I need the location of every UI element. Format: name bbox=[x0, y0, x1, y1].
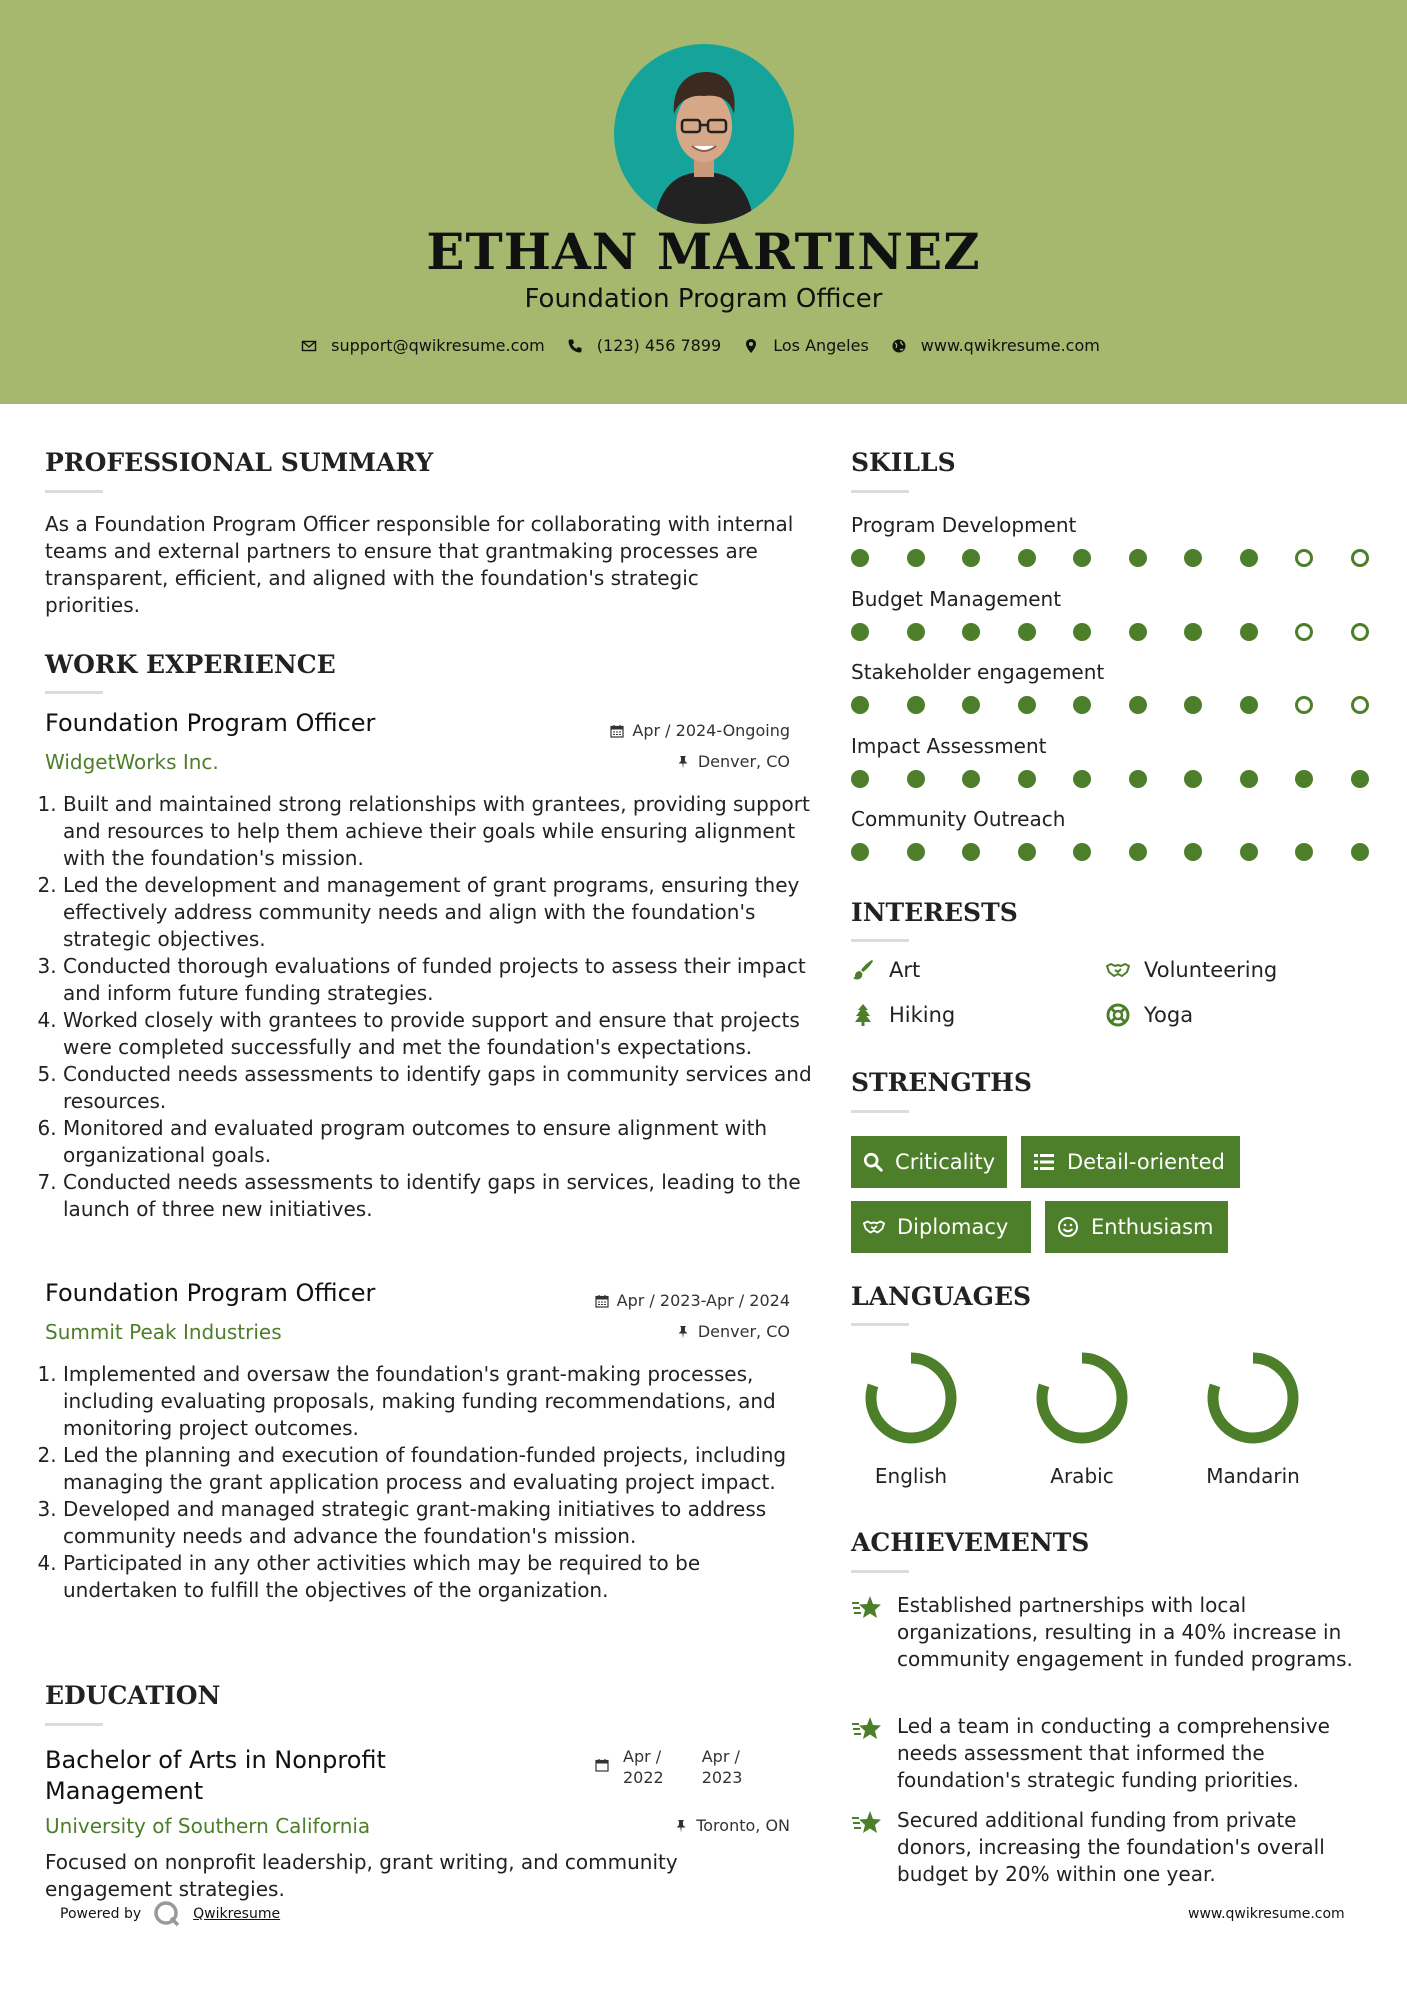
rating-dot-filled bbox=[907, 623, 925, 641]
handshake-icon bbox=[863, 1216, 885, 1238]
skill-label: Program Development bbox=[851, 513, 1077, 537]
rating-dot-filled bbox=[1073, 770, 1091, 788]
rating-dot-filled bbox=[907, 696, 925, 714]
work-rule bbox=[45, 691, 103, 694]
person-avatar-icon bbox=[614, 44, 794, 224]
footer-website[interactable]: www.qwikresume.com bbox=[1188, 1906, 1345, 1922]
summary-text: As a Foundation Program Officer responsible for collaborating with internal teams and external partners to ensure that grantmaking processes are transparent, efficient, and aligned with the foundation's strategic priorities. bbox=[45, 512, 794, 617]
globe-icon bbox=[891, 338, 907, 354]
skill-label: Impact Assessment bbox=[851, 733, 1047, 758]
language-progress-arc bbox=[1213, 1358, 1293, 1438]
list-item: 3. Conducted thorough evaluations of funded projects to assess their impact and inform future funding strategies. bbox=[63, 953, 815, 1007]
list-item: 1. Implemented and oversaw the foundation's grant-making processes, including evaluating proposals, making funding recommendations, and monitoring project outcomes. bbox=[63, 1361, 815, 1442]
list-item: 4. Worked closely with grantees to provide support and ensure that projects were completed successfully and met the foundation's expectations. bbox=[63, 1007, 815, 1061]
rating-dot-filled bbox=[962, 549, 980, 567]
achievement-item bbox=[851, 1592, 1371, 1673]
list-item: 6. Monitored and evaluated program outcomes to ensure alignment with organizational goals. bbox=[63, 1115, 815, 1169]
pushpin-icon bbox=[676, 1325, 690, 1339]
rating-dot-filled bbox=[1240, 623, 1258, 641]
language-name: English bbox=[874, 1464, 948, 1488]
edu-end-line1: Apr / bbox=[701, 1747, 740, 1766]
smile-icon bbox=[1057, 1216, 1079, 1238]
skill-label: Budget Management bbox=[851, 586, 1062, 611]
qwikresume-logo-icon bbox=[153, 1900, 181, 1928]
strength-label: Detail-oriented bbox=[1067, 1150, 1225, 1174]
handshake-icon bbox=[1106, 958, 1130, 982]
languages-rule bbox=[851, 1323, 909, 1326]
job-title: Foundation Program Officer bbox=[45, 709, 376, 737]
phone-text: (123) 456 7899 bbox=[596, 336, 722, 355]
rating-dot-filled bbox=[1129, 549, 1147, 567]
list-item: 5. Conducted needs assessments to identify gaps in community services and resources. bbox=[63, 1061, 815, 1115]
contact-phone[interactable] bbox=[567, 336, 721, 355]
rating-dot-filled bbox=[1129, 623, 1147, 641]
language-name: Mandarin bbox=[1206, 1464, 1300, 1488]
strength-label: Enthusiasm bbox=[1091, 1215, 1214, 1239]
rating-dot-filled bbox=[1240, 770, 1258, 788]
summary-rule bbox=[45, 490, 103, 493]
rating-dot-filled bbox=[1129, 696, 1147, 714]
edu-start-line2: 2022 bbox=[623, 1768, 664, 1787]
interest-hiking bbox=[851, 1003, 955, 1027]
interest-label: Hiking bbox=[889, 1003, 956, 1027]
powered-by-text: Powered by bbox=[60, 1906, 142, 1922]
website-text: www.qwikresume.com bbox=[920, 336, 1100, 355]
interest-art bbox=[851, 958, 920, 982]
skill-rating bbox=[851, 696, 1371, 716]
rating-dot-filled bbox=[1018, 843, 1036, 861]
rating-dot-empty bbox=[1351, 623, 1369, 641]
interest-yoga bbox=[1106, 1003, 1193, 1027]
skill-rating bbox=[851, 549, 1371, 569]
rating-dot-filled bbox=[1018, 696, 1036, 714]
job-title: Foundation Program Officer bbox=[45, 1279, 376, 1307]
achievements-heading: ACHIEVEMENTS bbox=[851, 1528, 1090, 1557]
phone-icon bbox=[567, 338, 583, 354]
rating-dot-filled bbox=[1073, 549, 1091, 567]
rating-dot-filled bbox=[1073, 843, 1091, 861]
language-item bbox=[1193, 1350, 1313, 1488]
achievement-item bbox=[851, 1713, 1371, 1794]
pushpin-icon bbox=[674, 1819, 688, 1833]
summary-heading: PROFESSIONAL SUMMARY bbox=[45, 448, 434, 477]
candidate-name: ETHAN MARTINEZ bbox=[426, 222, 981, 281]
achievement-text: Secured additional funding from private donors, increasing the foundation's overall budget by 20% within one year. bbox=[897, 1808, 1325, 1886]
rating-dot-empty bbox=[1351, 696, 1369, 714]
rating-dot-empty bbox=[1351, 549, 1369, 567]
rating-dot-filled bbox=[962, 843, 980, 861]
language-item bbox=[1022, 1350, 1142, 1488]
calendar-icon bbox=[610, 724, 624, 738]
company-name: WidgetWorks Inc. bbox=[45, 750, 219, 774]
achievement-text: Established partnerships with local organizations, resulting in a 40% increase in community engagement in funded programs. bbox=[897, 1593, 1353, 1671]
star-award-icon bbox=[851, 1594, 883, 1622]
language-progress-arc bbox=[1042, 1358, 1122, 1438]
rating-dot-filled bbox=[1240, 696, 1258, 714]
rating-dot-filled bbox=[1295, 770, 1313, 788]
list-item: 3. Developed and managed strategic grant-making initiatives to address community needs and advance the foundation's mission. bbox=[63, 1496, 815, 1550]
skills-rule bbox=[851, 490, 909, 493]
interest-label: Art bbox=[889, 958, 921, 982]
achievement-text: Led a team in conducting a comprehensive needs assessment that informed the foundation's strategic funding priorities. bbox=[897, 1714, 1330, 1792]
rating-dot-filled bbox=[1073, 696, 1091, 714]
list-item: 2. Led the planning and execution of foundation-funded projects, including managing the grant application process and evaluating project impact. bbox=[63, 1442, 815, 1496]
education-location-text: Toronto, ON bbox=[696, 1816, 790, 1835]
rating-dot-filled bbox=[1351, 843, 1369, 861]
rating-dot-filled bbox=[962, 623, 980, 641]
map-pin-icon bbox=[743, 338, 759, 354]
strengths-heading: STRENGTHS bbox=[851, 1068, 1032, 1097]
rating-dot-filled bbox=[907, 549, 925, 567]
paintbrush-icon bbox=[851, 958, 875, 982]
rating-dot-filled bbox=[1073, 623, 1091, 641]
contact-bar bbox=[0, 336, 1407, 355]
interests-rule bbox=[851, 939, 909, 942]
rating-dot-filled bbox=[1129, 770, 1147, 788]
job-location-text: Denver, CO bbox=[697, 752, 790, 771]
language-progress-arc bbox=[871, 1358, 951, 1438]
interest-label: Volunteering bbox=[1144, 958, 1278, 982]
achievements-rule bbox=[851, 1570, 909, 1573]
edu-end-line2: 2023 bbox=[701, 1768, 743, 1787]
strength-detail-oriented bbox=[1021, 1136, 1240, 1188]
rating-dot-filled bbox=[851, 843, 869, 861]
job-date-text: Apr / 2024-Ongoing bbox=[632, 721, 790, 740]
rating-dot-filled bbox=[1184, 623, 1202, 641]
edu-start-line1: Apr / bbox=[623, 1747, 662, 1766]
rating-dot-filled bbox=[851, 549, 869, 567]
skill-label: Community Outreach bbox=[851, 807, 1066, 831]
rating-dot-filled bbox=[962, 770, 980, 788]
rating-dot-filled bbox=[1240, 843, 1258, 861]
skill-rating bbox=[851, 843, 1371, 863]
envelope-icon bbox=[301, 338, 317, 354]
rating-dot-filled bbox=[1240, 549, 1258, 567]
rating-dot-filled bbox=[962, 696, 980, 714]
job-date bbox=[540, 721, 790, 740]
rating-dot-empty bbox=[1295, 623, 1313, 641]
list-item: 1. Built and maintained strong relationships with grantees, providing support and resources to help them achieve their goals while ensuring alignment with the foundation's mission. bbox=[63, 791, 815, 872]
education-rule bbox=[45, 1723, 103, 1726]
language-progress-ring bbox=[1205, 1350, 1301, 1446]
work-heading: WORK EXPERIENCE bbox=[45, 650, 336, 679]
rating-dot-empty bbox=[1295, 696, 1313, 714]
rating-dot-empty bbox=[1295, 549, 1313, 567]
strength-diplomacy bbox=[851, 1201, 1031, 1253]
list-item: 7. Conducted needs assessments to identify gaps in services, leading to the launch of three new initiatives. bbox=[63, 1169, 815, 1223]
strengths-rule bbox=[851, 1110, 909, 1113]
calendar-icon bbox=[595, 1758, 609, 1772]
strength-enthusiasm bbox=[1045, 1201, 1228, 1253]
contact-email[interactable] bbox=[301, 336, 545, 355]
company-name: Summit Peak Industries bbox=[45, 1320, 282, 1344]
strength-criticality bbox=[851, 1136, 1007, 1188]
rating-dot-filled bbox=[1184, 770, 1202, 788]
education-text: Focused on nonprofit leadership, grant writing, and community engagement strategies. bbox=[45, 1850, 678, 1901]
rating-dot-filled bbox=[1295, 843, 1313, 861]
tree-icon bbox=[851, 1003, 875, 1027]
language-item bbox=[851, 1350, 971, 1488]
achievement-item bbox=[851, 1807, 1371, 1888]
language-progress-ring bbox=[1034, 1350, 1130, 1446]
job-date bbox=[540, 1291, 790, 1310]
rating-dot-filled bbox=[1351, 770, 1369, 788]
interest-volunteering bbox=[1106, 958, 1277, 982]
contact-location bbox=[743, 336, 869, 355]
star-award-icon bbox=[851, 1809, 883, 1837]
job-bullets bbox=[45, 791, 815, 1223]
education-heading: EDUCATION bbox=[45, 1681, 221, 1710]
list-icon bbox=[1033, 1151, 1055, 1173]
strength-label: Diplomacy bbox=[897, 1215, 1009, 1239]
strength-label: Criticality bbox=[895, 1150, 995, 1174]
list-item: 4. Participated in any other activities which may be required to be undertaken to fulfill the objectives of the organization. bbox=[63, 1550, 815, 1604]
star-award-icon bbox=[851, 1715, 883, 1743]
list-item: 2. Led the development and management of grant programs, ensuring they effectively address community needs and align with the foundation's strategic objectives. bbox=[63, 872, 815, 953]
rating-dot-filled bbox=[1184, 549, 1202, 567]
qwikresume-link[interactable]: Qwikresume bbox=[193, 1906, 281, 1922]
rating-dot-filled bbox=[1184, 843, 1202, 861]
job-location bbox=[540, 752, 790, 771]
rating-dot-filled bbox=[1129, 843, 1147, 861]
languages-heading: LANGUAGES bbox=[851, 1282, 1032, 1311]
skill-label: Stakeholder engagement bbox=[851, 660, 1105, 684]
language-name: Arabic bbox=[1050, 1464, 1114, 1488]
education-location bbox=[540, 1816, 790, 1835]
job-bullets bbox=[45, 1361, 815, 1604]
job-location-text: Denver, CO bbox=[697, 1322, 790, 1341]
rating-dot-filled bbox=[1018, 623, 1036, 641]
rating-dot-filled bbox=[907, 770, 925, 788]
job-date-text: Apr / 2023-Apr / 2024 bbox=[616, 1291, 790, 1310]
calendar-icon bbox=[595, 1294, 609, 1308]
rating-dot-filled bbox=[1018, 770, 1036, 788]
rating-dot-filled bbox=[907, 843, 925, 861]
contact-website[interactable] bbox=[891, 336, 1100, 355]
degree-title: Bachelor of Arts in Nonprofit Management bbox=[45, 1746, 386, 1805]
rating-dot-filled bbox=[851, 770, 869, 788]
job-location bbox=[540, 1322, 790, 1341]
pushpin-icon bbox=[676, 755, 690, 769]
lifering-icon bbox=[1106, 1003, 1130, 1027]
interest-label: Yoga bbox=[1144, 1003, 1194, 1027]
skill-rating bbox=[851, 770, 1371, 790]
skills-heading: SKILLS bbox=[851, 448, 956, 477]
candidate-title: Foundation Program Officer bbox=[524, 284, 883, 314]
rating-dot-filled bbox=[1184, 696, 1202, 714]
rating-dot-filled bbox=[1018, 549, 1036, 567]
resume-header bbox=[0, 0, 1407, 404]
interests-heading: INTERESTS bbox=[851, 898, 1018, 927]
school-name: University of Southern California bbox=[45, 1814, 371, 1838]
powered-by bbox=[60, 1900, 280, 1928]
language-progress-ring bbox=[863, 1350, 959, 1446]
search-icon bbox=[863, 1151, 883, 1173]
rating-dot-filled bbox=[851, 623, 869, 641]
email-text: support@qwikresume.com bbox=[331, 336, 545, 355]
location-text: Los Angeles bbox=[773, 336, 869, 355]
rating-dot-filled bbox=[851, 696, 869, 714]
profile-photo bbox=[614, 44, 794, 224]
skill-rating bbox=[851, 623, 1371, 643]
education-dates bbox=[595, 1746, 742, 1788]
